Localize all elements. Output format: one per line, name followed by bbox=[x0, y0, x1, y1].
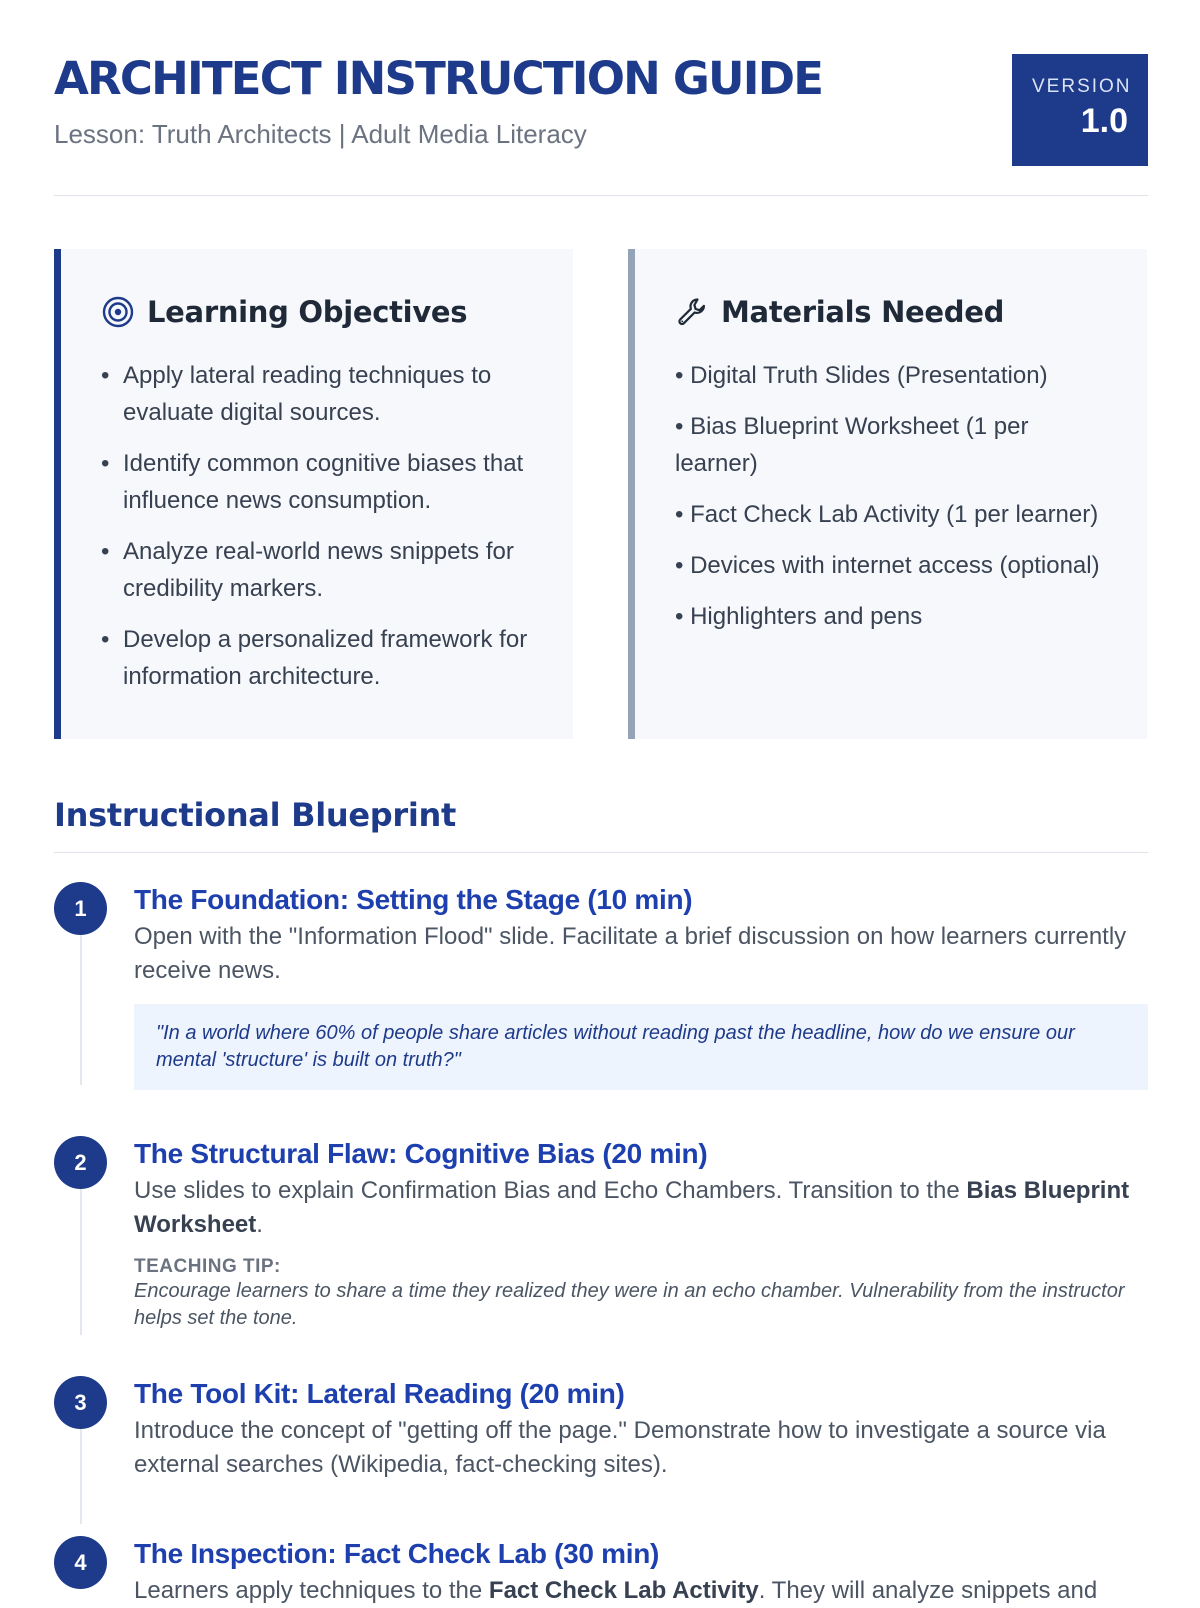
step-description: Learners apply techniques to the Fact Check Lab Activity. They will analyze snippets and bbox=[134, 1577, 1098, 1604]
blueprint-step-4 bbox=[54, 1536, 1148, 1608]
objective-item: • Apply lateral reading techniques to evaluate digital sources. bbox=[101, 357, 533, 431]
blueprint-divider bbox=[54, 852, 1148, 853]
objectives-list bbox=[101, 357, 533, 695]
version-number: 1.0 bbox=[1080, 102, 1128, 140]
material-item: • Highlighters and pens bbox=[675, 603, 923, 630]
materials-header bbox=[675, 289, 1107, 335]
objective-item: • Identify common cognitive biases that influence news consumption. bbox=[101, 445, 533, 519]
objectives-card bbox=[54, 249, 573, 739]
objectives-header bbox=[101, 289, 533, 335]
materials-card bbox=[628, 249, 1147, 739]
step-description: Use slides to explain Confirmation Bias and Echo Chambers. Transition to the Bias Blueprint Worksheet. bbox=[134, 1177, 1130, 1238]
materials-title: Materials Needed bbox=[721, 295, 1005, 329]
teaching-tip-text: Encourage learners to share a time they realized they were in an echo chamber. Vulnerability from the instructor helps set the tone. bbox=[134, 1280, 1125, 1329]
material-item: • Bias Blueprint Worksheet (1 per learner) bbox=[675, 413, 1029, 477]
blueprint-title: Instructional Blueprint bbox=[54, 796, 456, 834]
material-item: • Digital Truth Slides (Presentation) bbox=[675, 362, 1048, 389]
timeline-line bbox=[80, 1429, 82, 1524]
timeline-line bbox=[80, 1189, 82, 1335]
wrench-icon bbox=[675, 295, 709, 329]
version-badge bbox=[1012, 54, 1148, 166]
worksheet-name: Bias Blueprint Worksheet bbox=[134, 1177, 1130, 1238]
step-title: The Inspection: Fact Check Lab (30 min) bbox=[134, 1538, 660, 1569]
material-item: • Fact Check Lab Activity (1 per learner) bbox=[675, 501, 1099, 528]
step-description: Open with the "Information Flood" slide. Facilitate a brief discussion on how learners currently receive news. bbox=[134, 923, 1127, 984]
lesson-subtitle: Lesson: Truth Architects | Adult Media Literacy bbox=[54, 119, 587, 149]
step-title: The Tool Kit: Lateral Reading (20 min) bbox=[134, 1378, 625, 1409]
step-description: Introduce the concept of "getting off the page." Demonstrate how to investigate a source via external searches (Wikipedia, fact-checking sites). bbox=[134, 1417, 1106, 1478]
step-number: 1 bbox=[54, 882, 107, 935]
blueprint-step-1 bbox=[54, 882, 1148, 1090]
header bbox=[54, 0, 1148, 196]
step-title: The Foundation: Setting the Stage (10 min) bbox=[134, 884, 693, 915]
materials-list bbox=[675, 357, 1107, 635]
activity-name: Fact Check Lab Activity bbox=[488, 1577, 759, 1604]
discussion-quote: "In a world where 60% of people share articles without reading past the headline, how do we ensure our mental 'structure' is built on truth?" bbox=[134, 1004, 1148, 1090]
material-item: • Devices with internet access (optional) bbox=[675, 552, 1100, 579]
objectives-title: Learning Objectives bbox=[147, 295, 468, 329]
step-number: 2 bbox=[54, 1136, 107, 1189]
teaching-tip-label: TEACHING TIP: bbox=[134, 1256, 281, 1277]
step-number: 3 bbox=[54, 1376, 107, 1429]
blueprint-step-3 bbox=[54, 1376, 1148, 1482]
target-icon bbox=[101, 295, 135, 329]
step-title: The Structural Flaw: Cognitive Bias (20 min) bbox=[134, 1138, 708, 1169]
blueprint-step-2 bbox=[54, 1136, 1148, 1332]
objective-item: • Develop a personalized framework for information architecture. bbox=[101, 621, 533, 695]
overview-cards bbox=[54, 249, 1148, 739]
objective-item: • Analyze real-world news snippets for credibility markers. bbox=[101, 533, 533, 607]
timeline-line bbox=[80, 935, 82, 1085]
step-number: 4 bbox=[54, 1536, 107, 1589]
page-title: ARCHITECT INSTRUCTION GUIDE bbox=[54, 52, 823, 105]
version-label: VERSION bbox=[1032, 76, 1132, 97]
guide-page bbox=[54, 0, 1148, 1604]
